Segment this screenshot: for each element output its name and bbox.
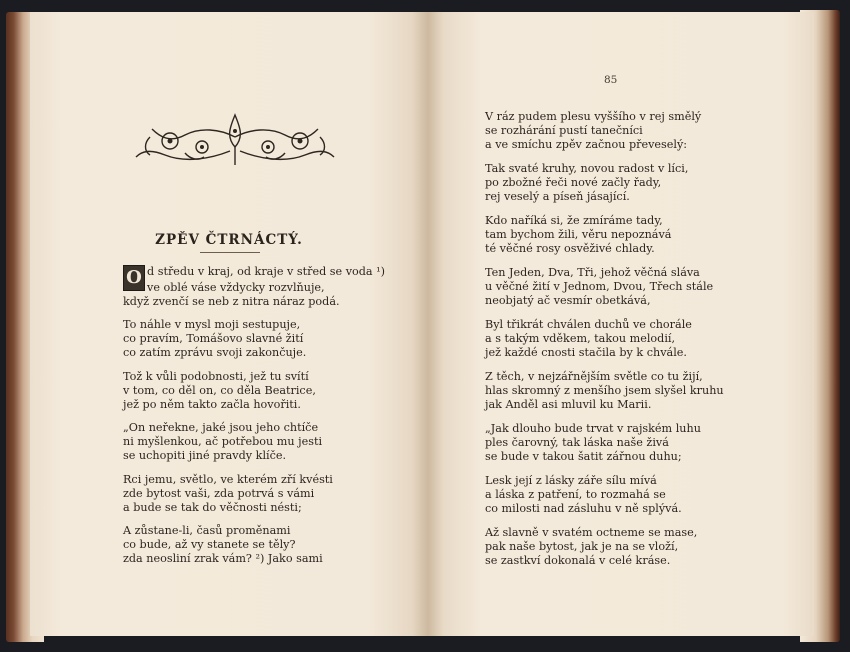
verse-line: co bude, až vy stanete se těly?: [123, 538, 296, 552]
title-rule: [200, 252, 260, 253]
verse-line: O d středu v kraj, od kraje v střed se voda ¹): [123, 265, 385, 291]
verse-line: „On neřekne, jaké jsou jeho chtíče: [123, 421, 319, 434]
stanza: [485, 422, 701, 465]
verse-line: Ten Jeden, Dva, Tři, jehož věčná sláva: [485, 266, 700, 279]
verse-line: se rozhárání pustí tanečníci: [485, 124, 643, 138]
verse-line: Kdo naříká si, že zmíráme tady,: [485, 214, 663, 227]
verse-line: Rci jemu, světlo, ve kterém zří kvésti: [123, 473, 333, 486]
stanza: [485, 162, 688, 205]
stanza: [123, 265, 385, 309]
verse-line: té věčné rosy osvěživé chlady.: [485, 242, 655, 256]
verse-line: Byl třikrát chválen duchů ve chorále: [485, 318, 692, 331]
verse-line: tam bychom žili, věru nepoznává: [485, 228, 672, 242]
verse-line: co pravím, Tomášovo slavné žití: [123, 332, 304, 346]
verse-line: zda neosliní zrak vám? ²) Jako sami: [123, 552, 323, 566]
ornament-vignette: [130, 107, 340, 169]
verse-line: rej veselý a píseň jásající.: [485, 190, 630, 204]
verse-line: u věčné žití v Jednom, Dvou, Třech stále: [485, 280, 714, 294]
verse-line: a láska z patření, to rozmahá se: [485, 488, 666, 502]
verse-line: jak Anděl asi mluvil ku Marii.: [485, 398, 652, 412]
drop-cap: O: [123, 265, 145, 291]
verse-line: a ve smíchu zpěv začnou převeselý:: [485, 138, 688, 152]
stanza: [485, 370, 724, 413]
verse-line: Tak svaté kruhy, novou radost v líci,: [485, 162, 689, 175]
stanza: [485, 474, 682, 517]
verse-line: Lesk její z lásky záře sílu mívá: [485, 474, 657, 487]
verse-line: „Jak dlouho bude trvat v rajském luhu: [485, 422, 701, 435]
stanza: [485, 318, 692, 361]
stanza: [485, 110, 701, 153]
verse-line: ples čarovný, tak láska naše živá: [485, 436, 669, 450]
verse-line: po zbožné řeči nové začly řady,: [485, 176, 662, 190]
left-page: [30, 12, 428, 636]
verse-line: Z těch, v nejzářnějším světle co tu žijí,: [485, 370, 703, 383]
verse-line: zde bytost vaši, zda potrvá s vámi: [123, 487, 315, 501]
verse-line: V ráz pudem plesu vyššího v rej smělý: [485, 110, 702, 123]
verse-line: se zastkví dokonalá v celé kráse.: [485, 554, 671, 568]
stanza: [485, 214, 671, 257]
verse-line: ve oblé váse vždycky rozvlňuje,: [147, 281, 325, 294]
stanza: [123, 421, 322, 464]
verse-line: Tož k vůli podobnosti, jež tu svítí: [123, 370, 309, 383]
verse-line: pak naše bytost, jak je na se vloží,: [485, 540, 679, 554]
verse-line: se bude v takou šatit zářnou duhu;: [485, 450, 682, 464]
right-page: [428, 12, 814, 636]
verse-line: se uchopiti jiné pravdy klíče.: [123, 449, 287, 463]
verse-line: co zatím zprávu svoji zakončuje.: [123, 346, 307, 360]
verse-line: a bude se tak do věčnosti nésti;: [123, 501, 302, 515]
verse-line: Až slavně v svatém octneme se mase,: [485, 526, 698, 539]
verse-line: To náhle v mysl moji sestupuje,: [123, 318, 301, 331]
verse-line: jež po něm takto začla hovořiti.: [123, 398, 301, 412]
stanza: [123, 524, 323, 567]
verse-line: jež každé cnosti stačila by k chvále.: [485, 346, 687, 360]
page-number: 85: [604, 74, 618, 86]
verse-line: co milosti nad zásluhu v ně splývá.: [485, 502, 682, 516]
stanza: [123, 473, 333, 516]
stanza: [123, 318, 306, 361]
stanza: [485, 526, 697, 569]
verse-line: a s takým vděkem, takou melodií,: [485, 332, 676, 346]
verse-line: když zvenčí se neb z nitra náraz podá.: [123, 295, 340, 309]
verse-line: neobjatý ač vesmír obetkává,: [485, 294, 651, 308]
chapter-title: ZPĚV ČTRNÁCTÝ.: [155, 232, 303, 248]
stanza: [485, 266, 713, 309]
verse-line: v tom, co děl on, co děla Beatrice,: [123, 384, 316, 398]
verse-line: hlas skromný z menšího jsem slyšel kruhu: [485, 384, 724, 398]
verse-line: A zůstane-li, časů proměnami: [123, 524, 291, 537]
verse-line: ni myšlenkou, ač potřebou mu jesti: [123, 435, 323, 449]
stanza: [123, 370, 316, 413]
